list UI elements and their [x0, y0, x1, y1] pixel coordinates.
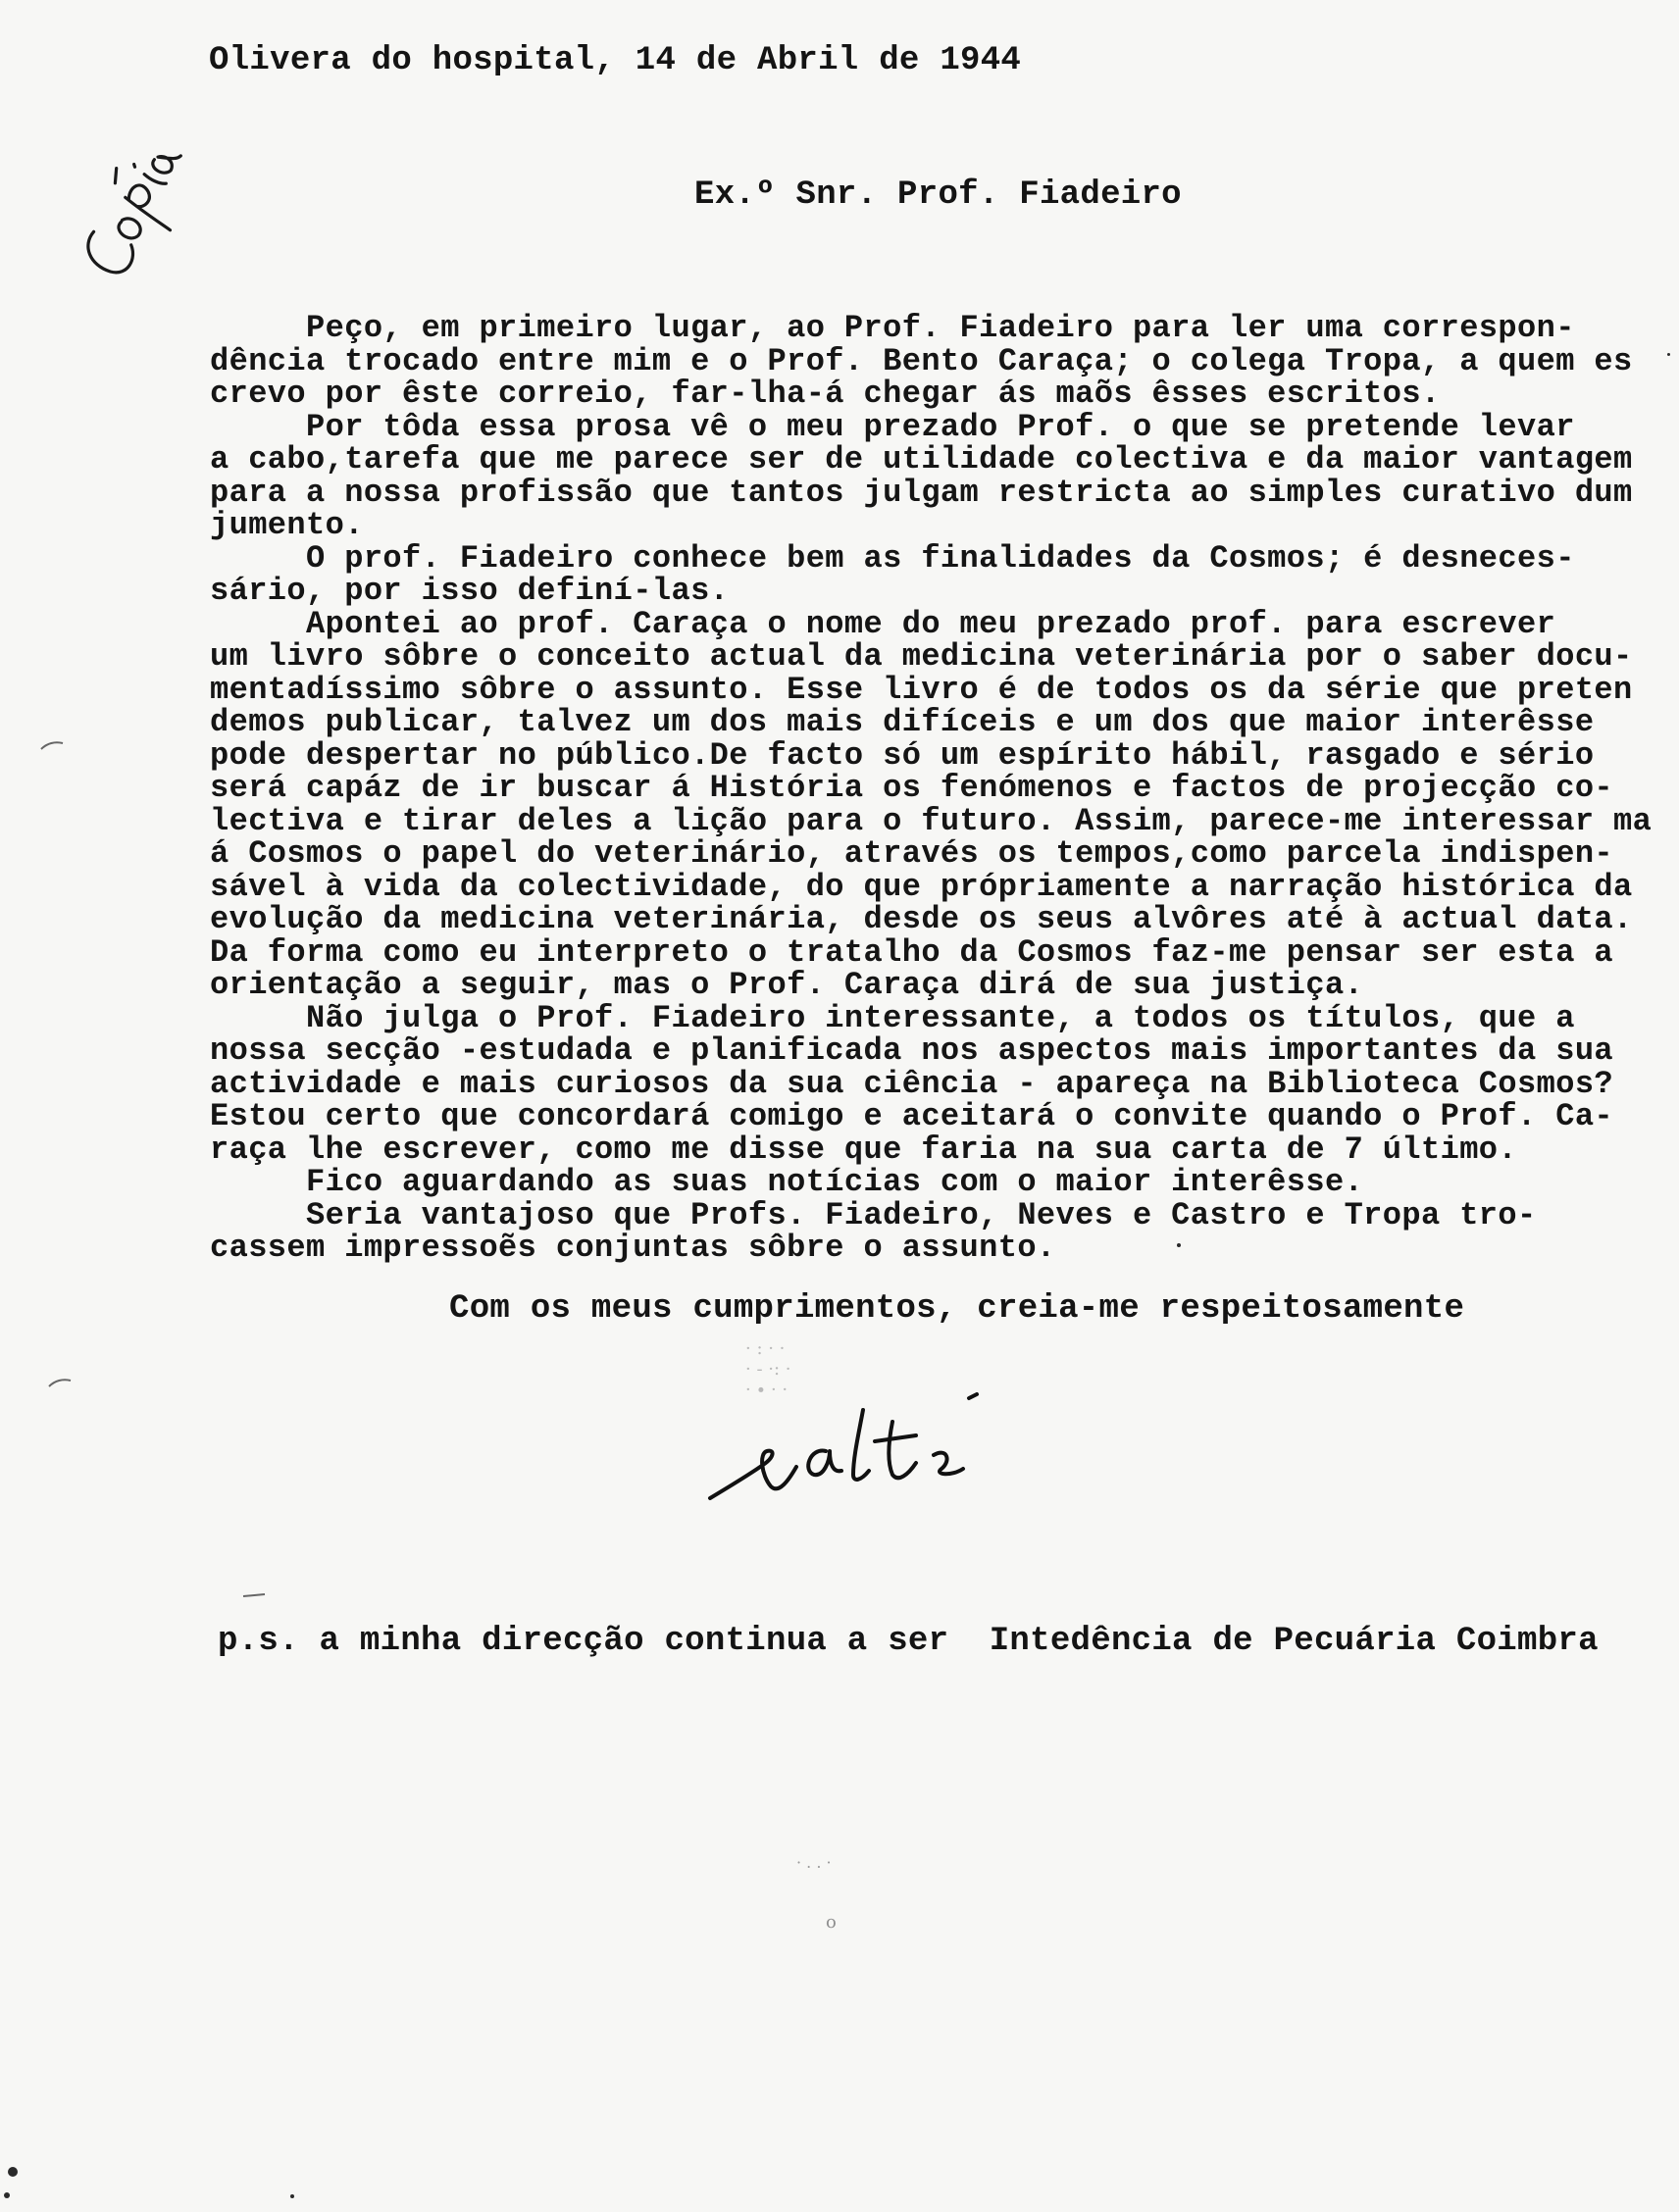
- body-line: jumento.: [210, 507, 364, 543]
- closing-line: Com os meus cumprimentos, creia-me respeitosamente: [449, 1290, 1465, 1328]
- scan-artifact: [47, 1373, 76, 1392]
- body-line: Fico aguardando as suas notícias com o maior interêsse.: [210, 1164, 1364, 1200]
- scan-speck: [290, 2194, 294, 2198]
- body-line: Por tôda essa prosa vê o meu prezado Prof. o que se pretende levar: [210, 408, 1575, 445]
- body-line: Estou certo que concordará comigo e aceitará o convite quando o Prof. Ca-: [210, 1098, 1614, 1134]
- scan-artifact: [241, 1588, 271, 1602]
- letter-body: [210, 312, 1661, 1265]
- body-line: á Cosmos o papel do veterinário, através os tempos,como parcela indispen-: [210, 835, 1614, 872]
- scan-artifact: [39, 735, 69, 755]
- copia-margin-note: [61, 126, 212, 300]
- body-line: sário, por isso definí-las.: [210, 573, 730, 609]
- body-line: Apontei ao prof. Caraça o nome do meu prezado prof. para escrever: [210, 605, 1556, 642]
- body-line: lectiva e tirar deles a lição para o futuro. Assim, parece-me interessar ma: [210, 802, 1653, 839]
- signature: [706, 1392, 1020, 1525]
- body-line: actividade e mais curiosos da sua ciência - apareça na Biblioteca Cosmos?: [210, 1065, 1614, 1102]
- signature-handwriting: [706, 1392, 1020, 1520]
- scan-speck: [1177, 1243, 1181, 1247]
- body-line: mentadíssimo sôbre o assunto. Esse livro é de todos os da série que preten: [210, 671, 1633, 708]
- body-line: crevo por êste correio, far-lha-á chegar ás maõs êsses escritos.: [210, 376, 1441, 412]
- body-line: sável à vida da colectividade, do que própriamente a narração histórica da: [210, 868, 1633, 905]
- body-line: evolução da medicina veterinária, desde os seus alvôres até à actual data.: [210, 901, 1633, 937]
- body-line: orientação a seguir, mas o Prof. Caraça dirá de sua justiça.: [210, 967, 1364, 1003]
- date-line: Olivera do hospital, 14 de Abril de 1944: [209, 42, 1022, 79]
- scan-speck: [1667, 353, 1670, 356]
- body-line: Peço, em primeiro lugar, ao Prof. Fiadeiro para ler uma correspon-: [210, 310, 1575, 346]
- body-line: dência trocado entre mim e o Prof. Bento Caraça; o colega Tropa, a quem es: [210, 342, 1633, 379]
- scan-speck: [8, 2167, 18, 2177]
- salutation: Ex.º Snr. Prof. Fiadeiro: [694, 176, 1182, 214]
- body-line: cassem impressoẽs conjuntas sôbre o assunto.: [210, 1230, 1056, 1266]
- body-line: raça lhe escrever, como me disse que faria na sua carta de 7 último.: [210, 1131, 1518, 1168]
- postscript: p.s. a minha direcção continua a ser Intedência de Pecuária Coimbra: [218, 1623, 1599, 1660]
- body-line: O prof. Fiadeiro conhece bem as finalidades da Cosmos; é desneces-: [210, 539, 1575, 577]
- faint-scan-marks: · . . ·: [796, 1853, 832, 1872]
- body-line: Da forma como eu interpreto o tratalho da Cosmos faz-me pensar ser esta a: [210, 933, 1614, 971]
- faint-stamp-marks: · : · · · ‑ ·: · · ∙ · ·: [745, 1338, 791, 1400]
- copia-handwriting: [61, 126, 208, 298]
- faint-scan-mark: o: [826, 1912, 837, 1933]
- body-line: um livro sôbre o conceito actual da medicina veterinária por o saber docu-: [210, 638, 1633, 675]
- body-line: para a nossa profissão que tantos julgam restricta ao simples curativo dum: [210, 474, 1633, 511]
- body-line: demos publicar, talvez um dos mais difíceis e um dos que maior interêsse: [210, 704, 1595, 740]
- body-line: Seria vantajoso que Profs. Fiadeiro, Neves e Castro e Tropa tro-: [210, 1196, 1537, 1233]
- body-line: nossa secção -estudada e planificada nos aspectos mais importantes da sua: [210, 1032, 1614, 1069]
- scan-speck: [4, 2192, 10, 2198]
- body-line: pode despertar no público.De facto só um espírito hábil, rasgado e sério: [210, 736, 1595, 774]
- body-line: Não julga o Prof. Fiadeiro interessante, a todos os títulos, que a: [210, 999, 1575, 1036]
- body-line: será capáz de ir buscar á História os fenómenos e factos de projecção co-: [210, 770, 1614, 806]
- body-line: a cabo,tarefa que me parece ser de utilidade colectiva e da maior vantagem: [210, 441, 1633, 478]
